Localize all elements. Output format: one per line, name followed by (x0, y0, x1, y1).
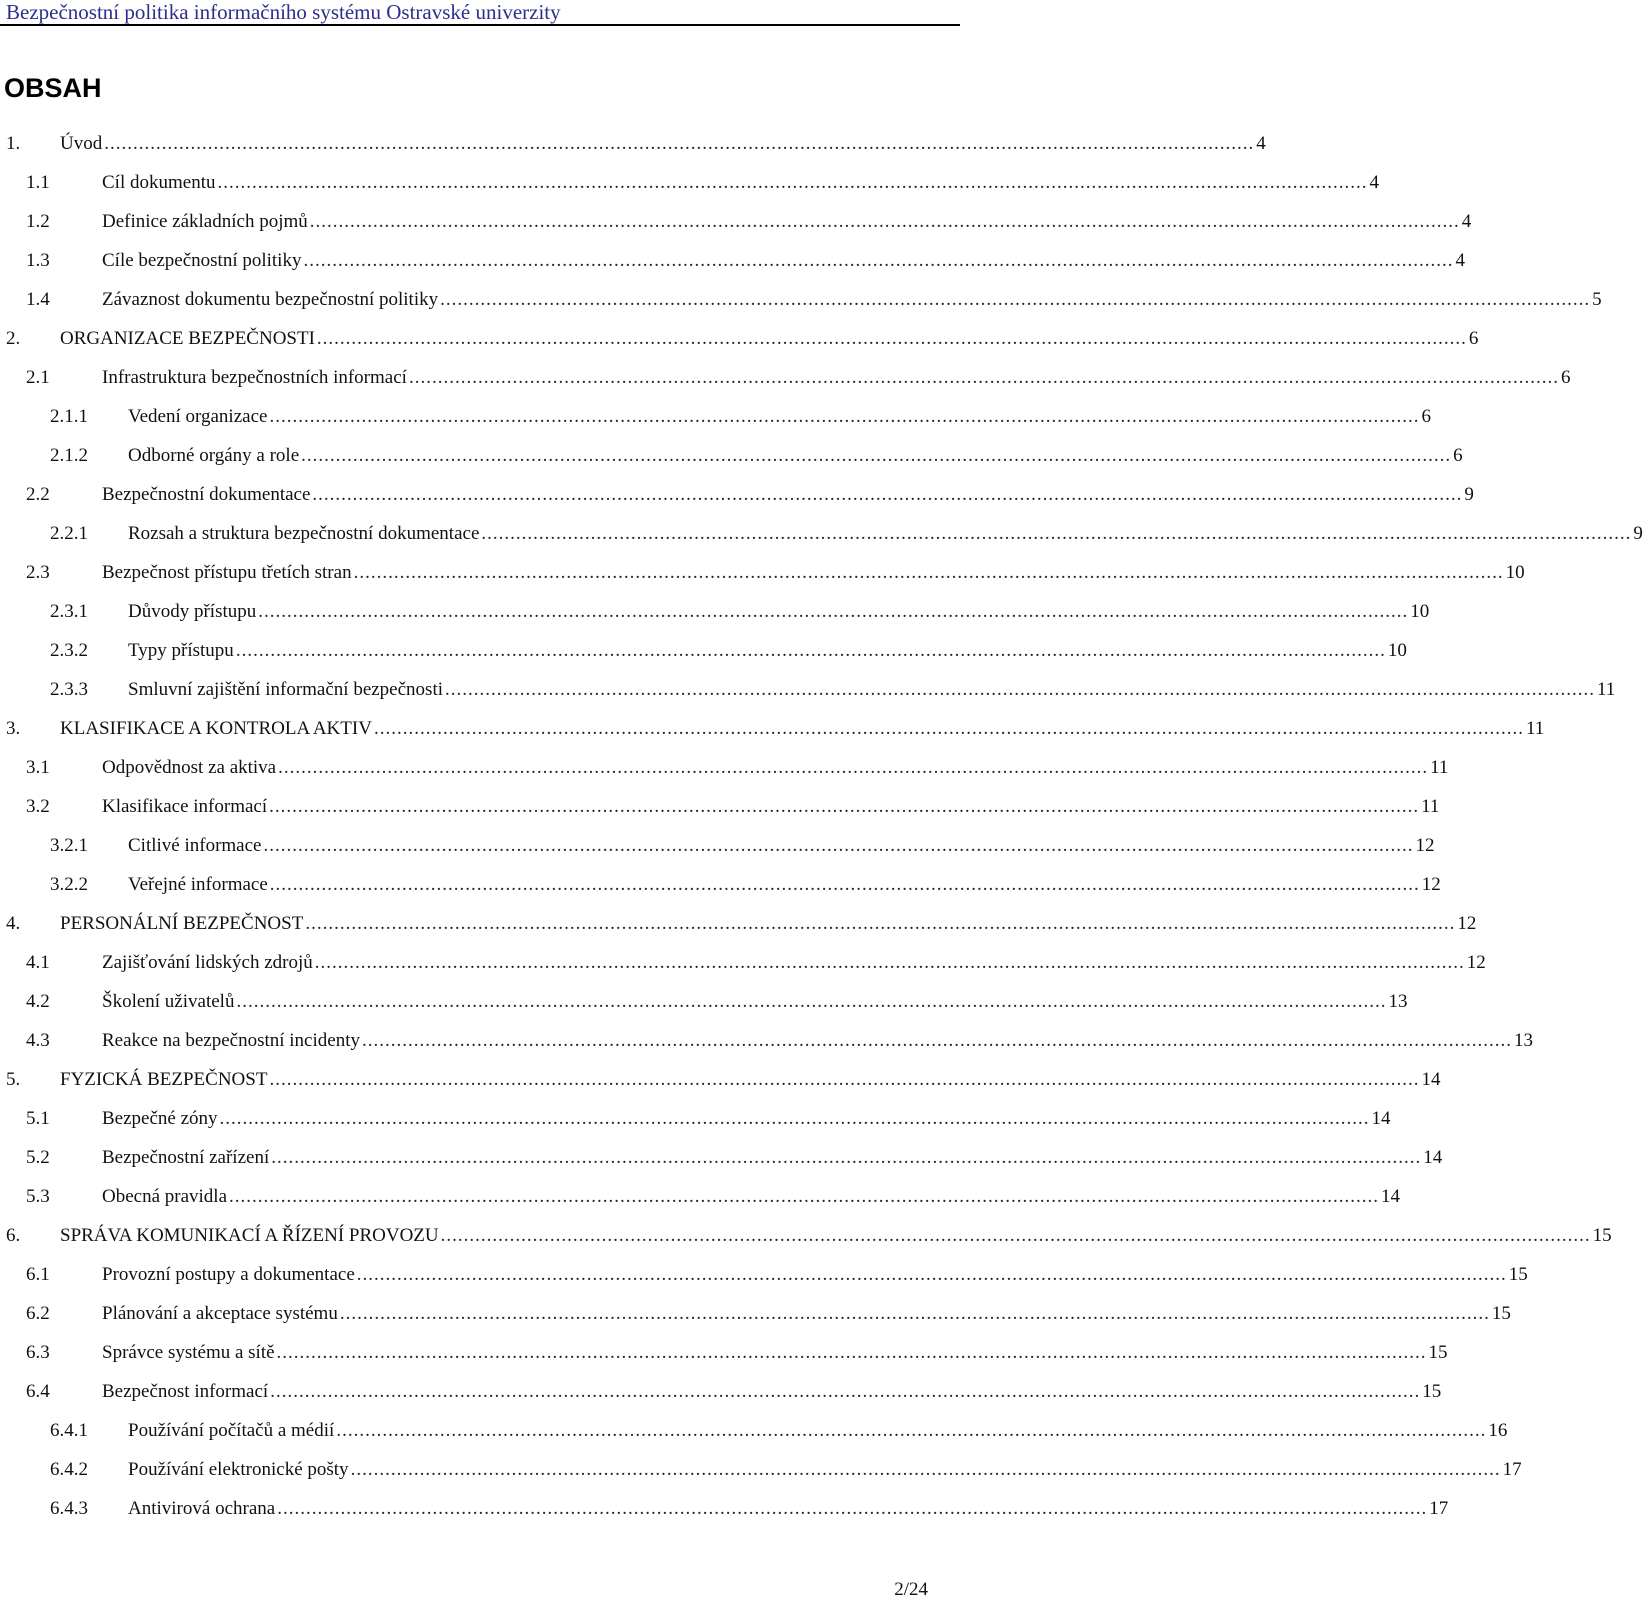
toc-entry[interactable] (0, 631, 1407, 670)
toc-entry-number: 2.1.1 (50, 405, 88, 427)
toc-entry-number: 3.2.1 (50, 834, 88, 856)
toc-leader-dots: ........................................................................................................................................................................................................ (353, 561, 1504, 583)
toc-entry-title: Veřejné informace (128, 873, 268, 895)
toc-entry-page: 5 (1592, 288, 1602, 310)
toc-entry[interactable] (0, 163, 1379, 202)
toc-entry[interactable] (0, 1450, 1522, 1489)
toc-entry-number: 2.1.2 (50, 444, 88, 466)
toc-entry-title: Antivirová ochrana (128, 1497, 276, 1519)
toc-entry-page: 12 (1466, 951, 1486, 973)
toc-entry-title: Odborné orgány a role (128, 444, 300, 466)
toc-entry-number: 6.2 (26, 1302, 50, 1324)
toc-entry-title: Bezpečnostní dokumentace (102, 483, 311, 505)
toc-leader-dots: ........................................................................................................................................................................................................ (373, 717, 1524, 739)
toc-entry[interactable] (0, 1216, 1612, 1255)
toc-entry-number: 2.2 (26, 483, 50, 505)
toc-leader-dots: ........................................................................................................................................................................................................ (219, 1107, 1370, 1129)
toc-entry-number: 2.3.3 (50, 678, 88, 700)
toc-entry[interactable] (0, 1255, 1528, 1294)
toc-entry-page: 14 (1371, 1107, 1391, 1129)
toc-entry-title: SPRÁVA KOMUNIKACÍ A ŘÍZENÍ PROVOZU (60, 1224, 439, 1246)
page-number: 2/24 (894, 1579, 928, 1600)
toc-entry-page: 4 (1256, 132, 1266, 154)
toc-leader-dots: ........................................................................................................................................................................................................ (440, 1224, 1591, 1246)
toc-entry-title: Bezpečné zóny (102, 1107, 218, 1129)
toc-entry-number: 4. (6, 912, 21, 934)
toc-entry-number: 4.2 (26, 990, 50, 1012)
toc-leader-dots: ........................................................................................................................................................................................................ (269, 873, 1420, 895)
toc-entry[interactable] (0, 709, 1545, 748)
toc-leader-dots: ........................................................................................................................................................................................................ (258, 600, 1409, 622)
toc-entry-page: 10 (1410, 600, 1430, 622)
toc-entry-title: Klasifikace informací (102, 795, 268, 817)
toc-entry-number: 2.2.1 (50, 522, 88, 544)
toc-entry[interactable] (0, 1294, 1511, 1333)
toc-leader-dots: ........................................................................................................................................................................................................ (270, 1380, 1421, 1402)
toc-entry[interactable] (0, 748, 1449, 787)
toc-leader-dots: ........................................................................................................................................................................................................ (271, 1146, 1422, 1168)
toc-entry[interactable] (0, 202, 1472, 241)
toc-leader-dots: ........................................................................................................................................................................................................ (269, 795, 1420, 817)
toc-entry-page: 11 (1421, 795, 1440, 817)
toc-leader-dots: ........................................................................................................................................................................................................ (303, 249, 1454, 271)
toc-entry-page: 6 (1421, 405, 1431, 427)
toc-entry-title: Používání elektronické pošty (128, 1458, 349, 1480)
toc-entry-title: Typy přístupu (128, 639, 234, 661)
toc-entry-number: 1. (6, 132, 21, 154)
toc-entry-title: Obecná pravidla (102, 1185, 228, 1207)
toc-entry-page: 11 (1430, 756, 1449, 778)
toc-entry-page: 9 (1464, 483, 1474, 505)
toc-leader-dots: ........................................................................................................................................................................................................ (235, 639, 1386, 661)
toc-leader-dots: ........................................................................................................................................................................................................ (305, 912, 1456, 934)
toc-leader-dots: ........................................................................................................................................................................................................ (229, 1185, 1380, 1207)
toc-entry-title: Úvod (60, 132, 103, 154)
toc-entry-title: Odpovědnost za aktiva (102, 756, 277, 778)
toc-entry[interactable] (0, 358, 1571, 397)
toc-entry-number: 3.1 (26, 756, 50, 778)
toc-leader-dots: ........................................................................................................................................................................................................ (269, 405, 1420, 427)
page-header (0, 0, 960, 26)
toc-entry-page: 16 (1488, 1419, 1508, 1441)
toc-entry-number: 2.3 (26, 561, 50, 583)
toc-entry-title: KLASIFIKACE A KONTROLA AKTIV (60, 717, 372, 739)
toc-entry[interactable] (0, 124, 1266, 163)
toc-entry-number: 6.3 (26, 1341, 50, 1363)
toc-entry-page: 17 (1502, 1458, 1522, 1480)
toc-leader-dots: ........................................................................................................................................................................................................ (440, 288, 1591, 310)
toc-leader-dots: ........................................................................................................................................................................................................ (217, 171, 1368, 193)
toc-leader-dots: ........................................................................................................................................................................................................ (350, 1458, 1501, 1480)
toc-entry-number: 4.1 (26, 951, 50, 973)
toc-entry[interactable] (0, 670, 1616, 709)
toc-entry-page: 15 (1428, 1341, 1448, 1363)
toc-leader-dots: ........................................................................................................................................................................................................ (309, 210, 1460, 232)
toc-entry-title: Plánování a akceptace systému (102, 1302, 338, 1324)
toc-entry-page: 13 (1388, 990, 1408, 1012)
toc-entry-title: Smluvní zajištění informační bezpečnosti (128, 678, 444, 700)
toc-leader-dots: ........................................................................................................................................................................................................ (316, 327, 1467, 349)
table-of-contents (0, 124, 1643, 1528)
toc-entry-page: 15 (1508, 1263, 1528, 1285)
toc-entry[interactable] (0, 1489, 1449, 1528)
toc-entry[interactable] (0, 553, 1525, 592)
toc-entry-page: 6 (1560, 366, 1571, 388)
toc-entry-title: Rozsah a struktura bezpečnostní dokumentace (128, 522, 480, 544)
toc-entry-title: Definice základních pojmů (102, 210, 308, 232)
toc-entry-title: Cíle bezpečnostní politiky (102, 249, 302, 271)
toc-entry-number: 6.4 (26, 1380, 50, 1402)
toc-entry[interactable] (0, 904, 1477, 943)
toc-entry-page: 10 (1505, 561, 1525, 583)
toc-entry-page: 15 (1491, 1302, 1511, 1324)
toc-entry-number: 6. (6, 1224, 21, 1246)
toc-entry-page: 12 (1457, 912, 1477, 934)
toc-entry[interactable] (0, 475, 1474, 514)
toc-entry-page: 14 (1421, 1068, 1441, 1090)
toc-leader-dots: ........................................................................................................................................................................................................ (278, 756, 1429, 778)
toc-entry[interactable] (0, 1099, 1391, 1138)
toc-entry-number: 6.4.2 (50, 1458, 88, 1480)
toc-entry-title: Bezpečnost informací (102, 1380, 269, 1402)
toc-entry-page: 12 (1421, 873, 1441, 895)
toc-entry[interactable] (0, 1372, 1442, 1411)
toc-entry-page: 6 (1453, 444, 1463, 466)
toc-entry-number: 6.4.3 (50, 1497, 88, 1519)
toc-entry[interactable] (0, 943, 1486, 982)
toc-entry-number: 3.2.2 (50, 873, 88, 895)
toc-leader-dots: ........................................................................................................................................................................................................ (263, 834, 1414, 856)
toc-entry-title: Infrastruktura bezpečnostních informací (102, 366, 407, 388)
toc-entry-number: 6.4.1 (50, 1419, 88, 1441)
toc-entry-title: Závaznost dokumentu bezpečnostní politiky (102, 288, 439, 310)
toc-entry-title: Cíl dokumentu (102, 171, 216, 193)
toc-entry-page: 15 (1592, 1224, 1612, 1246)
toc-entry-number: 3.2 (26, 795, 50, 817)
toc-entry[interactable] (0, 1138, 1443, 1177)
toc-entry-title: Bezpečnostní zařízení (102, 1146, 270, 1168)
toc-entry-number: 2.1 (26, 366, 50, 388)
toc-entry-number: 2.3.1 (50, 600, 88, 622)
toc-entry-number: 5. (6, 1068, 21, 1090)
toc-leader-dots: ........................................................................................................................................................................................................ (408, 366, 1559, 388)
toc-entry-title: Vedení organizace (128, 405, 268, 427)
toc-entry[interactable] (0, 397, 1431, 436)
toc-heading: OBSAH (4, 73, 102, 103)
toc-entry[interactable] (0, 436, 1463, 475)
toc-leader-dots: ........................................................................................................................................................................................................ (336, 1419, 1487, 1441)
toc-entry[interactable] (0, 280, 1602, 319)
toc-entry-title: Provozní postupy a dokumentace (102, 1263, 355, 1285)
toc-entry-title: Důvody přístupu (128, 600, 257, 622)
toc-leader-dots: ........................................................................................................................................................................................................ (314, 951, 1465, 973)
toc-entry[interactable] (0, 865, 1441, 904)
document-title: Bezpečnostní politika informačního systému Ostravské univerzity (6, 0, 561, 24)
toc-entry[interactable] (0, 319, 1479, 358)
toc-entry-number: 2.3.2 (50, 639, 88, 661)
toc-entry-page: 15 (1422, 1380, 1442, 1402)
toc-entry-title: Správce systému a sítě (102, 1341, 275, 1363)
toc-leader-dots: ........................................................................................................................................................................................................ (356, 1263, 1507, 1285)
toc-entry-number: 4.3 (26, 1029, 50, 1051)
toc-entry-page: 10 (1387, 639, 1407, 661)
toc-entry-number: 6.1 (26, 1263, 50, 1285)
toc-entry-page: 11 (1597, 678, 1616, 700)
toc-entry-number: 5.3 (26, 1185, 50, 1207)
toc-leader-dots: ........................................................................................................................................................................................................ (312, 483, 1463, 505)
toc-entry[interactable] (0, 241, 1465, 280)
toc-entry-number: 3. (6, 717, 21, 739)
toc-entry-page: 14 (1381, 1185, 1401, 1207)
toc-entry-title: Reakce na bezpečnostní incidenty (102, 1029, 360, 1051)
toc-entry-page: 4 (1461, 210, 1472, 232)
toc-entry-page: 9 (1633, 522, 1643, 544)
toc-leader-dots: ........................................................................................................................................................................................................ (277, 1497, 1428, 1519)
toc-entry[interactable] (0, 592, 1430, 631)
toc-entry[interactable] (0, 1021, 1533, 1060)
toc-entry[interactable] (0, 1060, 1441, 1099)
toc-entry-page: 14 (1423, 1146, 1443, 1168)
toc-entry[interactable] (0, 787, 1440, 826)
toc-entry-page: 12 (1415, 834, 1435, 856)
toc-entry-page: 13 (1513, 1029, 1533, 1051)
toc-leader-dots: ........................................................................................................................................................................................................ (236, 990, 1387, 1012)
toc-entry-page: 11 (1525, 717, 1545, 739)
toc-entry[interactable] (0, 1411, 1508, 1450)
toc-entry[interactable] (0, 1177, 1401, 1216)
toc-entry[interactable] (0, 826, 1435, 865)
toc-entry-number: 2. (6, 327, 21, 349)
toc-entry-title: FYZICKÁ BEZPEČNOST (60, 1068, 268, 1090)
toc-leader-dots: ........................................................................................................................................................................................................ (276, 1341, 1427, 1363)
toc-entry-number: 1.3 (26, 249, 50, 271)
toc-entry-title: Zajišťování lidských zdrojů (102, 951, 313, 973)
toc-entry[interactable] (0, 982, 1408, 1021)
toc-entry-page: 4 (1455, 249, 1465, 271)
toc-leader-dots: ........................................................................................................................................................................................................ (445, 678, 1596, 700)
toc-leader-dots: ........................................................................................................................................................................................................ (339, 1302, 1490, 1324)
toc-entry-title: Citlivé informace (128, 834, 262, 856)
toc-entry[interactable] (0, 514, 1643, 553)
toc-leader-dots: ........................................................................................................................................................................................................ (481, 522, 1632, 544)
toc-entry-number: 1.1 (26, 171, 50, 193)
toc-entry-page: 6 (1468, 327, 1479, 349)
toc-entry-number: 5.2 (26, 1146, 50, 1168)
toc-leader-dots: ........................................................................................................................................................................................................ (104, 132, 1255, 154)
toc-leader-dots: ........................................................................................................................................................................................................ (301, 444, 1452, 466)
toc-entry-page: 4 (1369, 171, 1379, 193)
toc-entry-title: Používání počítačů a médií (128, 1419, 335, 1441)
toc-entry-number: 1.4 (26, 288, 50, 310)
toc-entry-number: 5.1 (26, 1107, 50, 1129)
toc-entry[interactable] (0, 1333, 1448, 1372)
toc-leader-dots: ........................................................................................................................................................................................................ (361, 1029, 1512, 1051)
toc-leader-dots: ........................................................................................................................................................................................................ (269, 1068, 1420, 1090)
toc-entry-title: PERSONÁLNÍ BEZPEČNOST (60, 912, 304, 934)
toc-entry-title: Bezpečnost přístupu třetích stran (102, 561, 352, 583)
toc-entry-title: ORGANIZACE BEZPEČNOSTI (60, 327, 315, 349)
toc-entry-number: 1.2 (26, 210, 50, 232)
toc-entry-page: 17 (1429, 1497, 1449, 1519)
toc-entry-title: Školení uživatelů (102, 990, 235, 1012)
